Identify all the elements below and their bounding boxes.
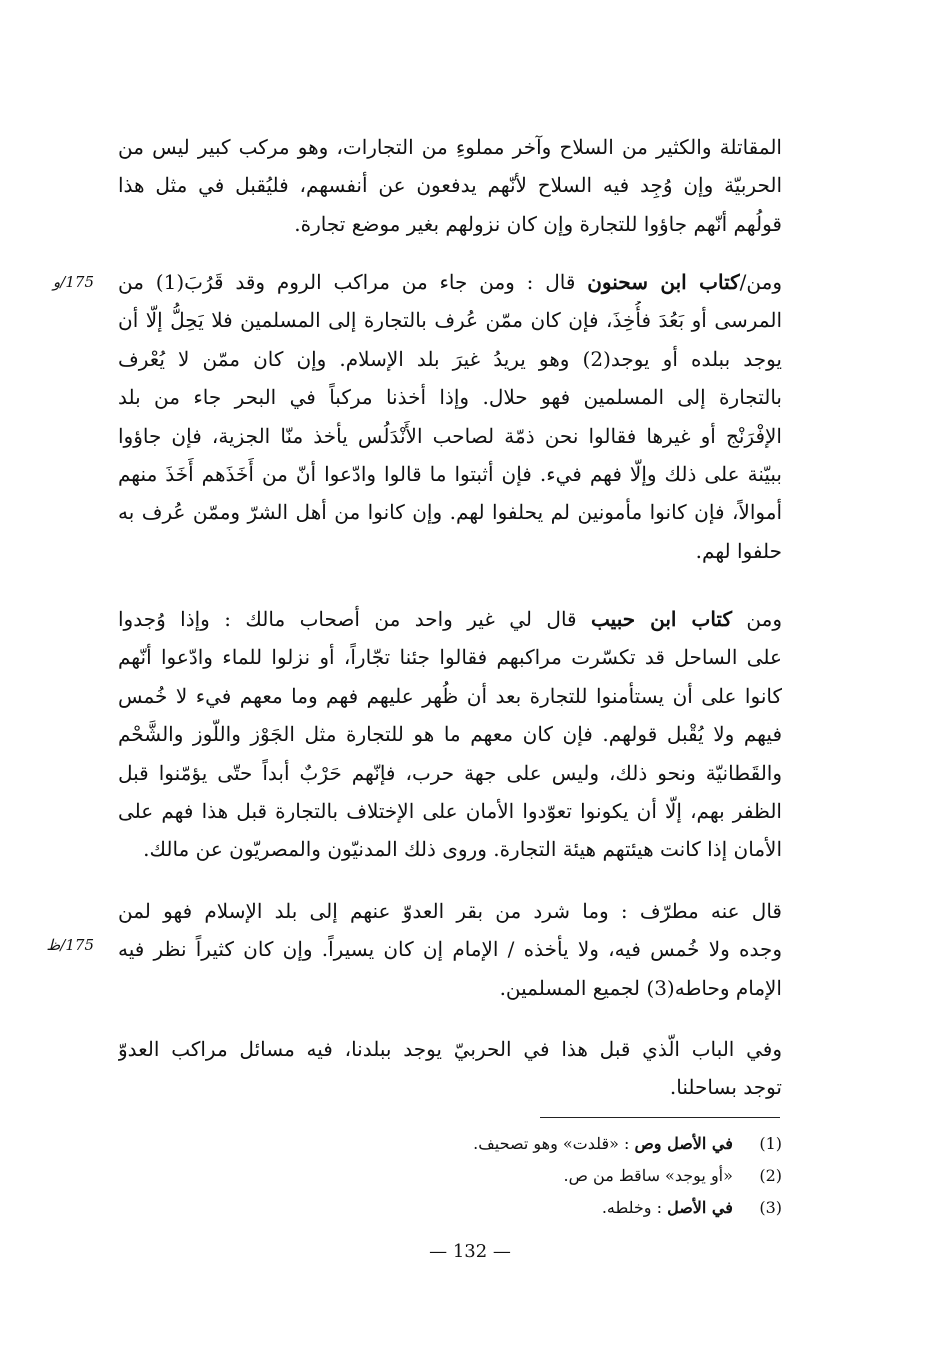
footnote-number: (1) [759,1134,782,1153]
text-fragment: ومن/ [739,270,782,294]
text-line: وجده ولا خُمس فيه، ولا يأخذه / الإمام إن كان يسيراً. وإن كان كثيراً نظر فيه [118,937,782,962]
text-fragment: قال لي غير واحد من أصحاب مالك : وإذا وُجدوا [118,607,592,631]
text-fragment: ومن [732,607,782,631]
book-title: كتاب ابن حبيب [591,607,732,631]
footnote-item [300,1128,782,1160]
text-line: الحربيّة وإن وُجِد فيه السلاح لأنّهم يدفعون عن أنفسهم، فليُقبل في مثل هذا [118,173,782,198]
text-line: فيهم ولا يُقْبل قولهم. فإن كان معهم ما هو للتجارة مثل الجَوْز واللّوز والشَّحْم [118,722,782,747]
page-number: — 132 — [429,1241,511,1262]
footnote-text: : وخلطه. [601,1198,668,1217]
text-line: الإمام وحاطه(3) لجميع المسلمين. [499,975,782,1000]
text-line: المقاتلة والكثير من السلاح وآخر مملوءِ من التجارات، وهو مركب كبير ليس من [118,135,782,159]
footnote-divider [540,1117,780,1118]
text-line: والقَطانيّة ونحو ذلك، وليس على جهة حرب، فإنّهم حَرْبٌ أبداً حتّى يؤمّنوا قبل [118,760,782,785]
footnote-item [300,1192,782,1224]
text-line: حلفوا لهم. [695,538,782,563]
paragraph-1 [118,128,782,243]
text-line: يوجد ببلده أو يوجد(2) وهو يريدُ غيرَ بلد الإسلام. وإن كان ممّن لا يُعْرف [118,346,782,371]
footnote-item [300,1160,782,1192]
footnote-text: «أو يوجد» ساقط من ص. [563,1166,733,1185]
text-line: قولُهم أنّهم جاؤوا للتجارة وإن كان نزولهم بغير موضع تجارة. [294,211,782,236]
book-title: كتاب ابن سحنون [587,270,740,294]
text-line: أموالاً، فإن كانوا مأمونين لم يحلفوا لهم. وإن كانوا من أهل الشرّ وممّن عُرف به [118,500,782,525]
folio-note-verso: 175/ظ [46,936,94,954]
text-line: المرسى أو بَعُدَ فأُخِذَ، فإن كان ممّن عُرف بالتجارة إلى المسلمين فلا يَحِلُّ إلّا أن [118,308,782,333]
text-line: توجد بساحلنا. [669,1075,782,1100]
text-line [118,600,782,638]
footnote-number: (2) [759,1166,782,1185]
folio-note-recto: 175/و [53,273,94,291]
footnote-label: في الأصل وص [634,1134,733,1153]
text-line: وفي الباب الّذي قبل هذا في الحربيّ يوجد ببلدنا، فيه مسائل مراكب العدوّ [118,1037,782,1061]
text-line: ببيّنة على ذلك وإلّا فهم فيء. فإن أثبتوا ما قالوا وادّعوا أنّ من أَخَذَهم أَخَذَ منهم [118,461,782,486]
text-line: على الساحل قد تكسّرت مراكبهم فقالوا جئنا تجّاراً، أو نزلوا للماء وادّعوا أنّهم [118,645,782,670]
text-line: قال عنه مطرّف : وما شرد من بقر العدوّ عنهم إلى بلد الإسلام فهو لمن [118,899,782,923]
text-line: الأمان إذا كانت هيئتهم هيئة التجارة. وروى ذلك المدنيّون والمصريّون عن مالك. [143,837,782,862]
paragraph-4 [118,892,782,1007]
text-line: بالتجارة إلى المسلمين فهو حلال. وإذا أخذنا مركباً في البحر جاء من بلد [118,385,782,410]
footnote-text: : «قلدت» وهو تصحيف. [473,1134,635,1153]
text-line [118,263,782,301]
text-line: كانوا على أن يستأمنوا للتجارة بعد أن ظُهر عليهم فهم وما معهم فيء لا خُمس [118,683,782,708]
paragraph-3 [118,600,782,869]
text-fragment: قال : ومن جاء من مراكب الروم وقد قَرُبَ(1) من [118,270,588,294]
text-line: الإفْرَنْج أو غيرها فقالوا نحن ذمّة لصاحب الأَنْدَلُس يأخذ منّا الجزية، فإن جاؤوا [118,423,782,448]
paragraph-2 [118,263,782,570]
footnote-number: (3) [759,1198,782,1217]
footnotes [300,1128,782,1224]
text-line: الظفر بهم، إلّا أن يكونوا تعوّدوا الأمان على الإختلاف بالتجارة قبل هذا فهم على [118,798,782,823]
paragraph-5 [118,1030,782,1107]
footnote-label: في الأصل [667,1198,733,1217]
